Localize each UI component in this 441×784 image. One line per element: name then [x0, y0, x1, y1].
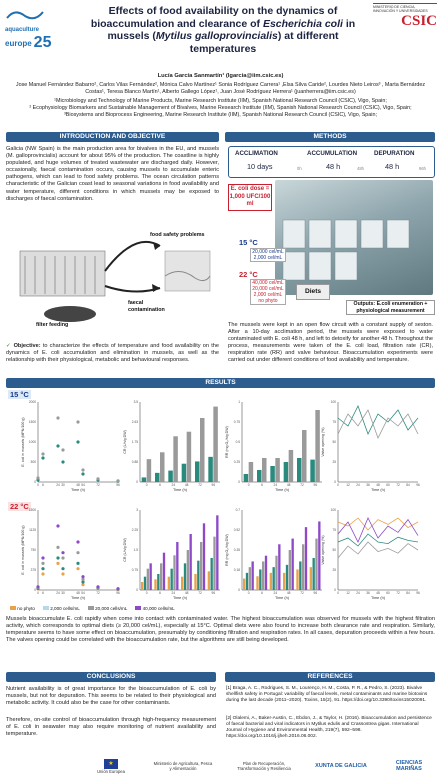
bar — [273, 567, 275, 590]
tick-label-x: 6 — [159, 591, 161, 595]
tick-label-y: 100 — [330, 400, 336, 404]
data-point — [61, 556, 64, 559]
axis-x-label: Time (h) — [371, 596, 385, 600]
data-point — [76, 420, 79, 423]
data-point — [81, 472, 84, 475]
data-point — [81, 575, 84, 578]
bar — [275, 458, 280, 482]
data-point — [61, 460, 64, 463]
wave-icon — [5, 8, 45, 22]
aquaculture-europe-logo — [5, 8, 69, 52]
data-point — [76, 540, 79, 543]
timeline-value-depuration: 48 h — [385, 162, 400, 171]
data-point — [96, 585, 99, 588]
tick-label-y: 25 — [332, 568, 336, 572]
csic-logo — [373, 3, 437, 30]
timeline-acclimation: ACCLIMATION — [235, 150, 278, 157]
tick-label-x: 48 — [76, 483, 80, 487]
bar — [305, 527, 307, 590]
ministry-text: MINISTERIO DE CIENCIA, INNOVACIÓN Y UNIVERSIDADES — [373, 3, 437, 13]
bar — [315, 410, 320, 482]
tick-label-x: 30 — [61, 483, 65, 487]
presenter: Lucía García Sanmartín¹ (lgarcia@iim.csic.es) — [157, 73, 284, 79]
tick-label-x: 24 — [356, 483, 360, 487]
tick-label-x: 0 — [247, 591, 250, 595]
tick-label-x: 48 — [184, 591, 189, 595]
tick-label-y: 25 — [332, 460, 336, 464]
tick-label-y: 0.25 — [233, 460, 240, 464]
tick-label-y: 0.35 — [233, 548, 240, 552]
tick-label-y: 1125 — [29, 528, 36, 532]
bar — [278, 544, 280, 590]
tick-label-x: 0 — [37, 483, 39, 487]
tick-label-y: 1000 — [28, 440, 36, 444]
bar — [283, 573, 285, 590]
tick-label-x: 6 — [42, 591, 44, 595]
timeline — [228, 146, 435, 178]
tick-label-x: 6 — [261, 591, 263, 595]
bar — [296, 569, 298, 590]
tick-label-x: 48 — [286, 591, 291, 595]
conclusions-text-2: Therefore, on-site control of bioaccumulation through high-frequency measurement of E. coli in seawater may also require monitoring of nutrient availability and temperature. — [6, 717, 216, 738]
tick-label-y: 2.25 — [131, 528, 138, 532]
results-temp-22: 22 °C — [10, 502, 29, 511]
axis-x-label: Time (h) — [275, 488, 289, 492]
tick-label-y: 50 — [332, 440, 336, 444]
bar — [208, 571, 210, 590]
tick-label-x: 48 — [76, 591, 80, 595]
axis-x-label: Time (h) — [275, 596, 289, 600]
tick-label-x: 0 — [337, 591, 339, 595]
data-point — [61, 551, 64, 554]
bar — [270, 466, 275, 482]
data-point — [116, 587, 119, 590]
bar — [292, 539, 294, 590]
affiliation-3: ³Biosystems and Bioprocess Engineering, Marine Research Institute (IIM), Spanish National Research Council (CSIC), Vigo, Spain; — [64, 112, 377, 118]
tick-label-x: 84 — [406, 591, 410, 595]
tick-label-x: 24 — [56, 591, 60, 595]
tick-label-y: 0.52 — [233, 528, 240, 532]
axis-y-label: E. coli in mussels (MPN/100 g) — [21, 525, 25, 575]
bar — [141, 582, 143, 590]
bar — [155, 473, 160, 482]
bar — [249, 462, 254, 482]
axis-x-label: Time (h) — [173, 488, 187, 492]
tick-label-y: 1500 — [28, 420, 36, 424]
tick-label-x: 72 — [396, 483, 400, 487]
axis-x-label: Time (h) — [71, 596, 85, 600]
label-food-safety: food safety problems — [150, 232, 205, 238]
bar — [187, 550, 189, 590]
data-point — [41, 456, 44, 459]
methods-text: The mussels were kept in an open flow circuit with a constant supply of seston. After a 10-day acclimation period, the mussels were exposed to water contaminated with E. coli 48 h, and left to detoxify for another 48 h. Throughout the process, measurements were taken of the E. coli load, filtration rate (CR), respiration rate (RR) and valve behaviour. Bioaccumulation experiments were carried out under different conditions of food availability and temperature. — [228, 322, 433, 364]
series-line — [338, 518, 418, 530]
series-line — [338, 406, 418, 434]
coastline-illustration — [165, 251, 210, 291]
tick-label-x: 72 — [96, 483, 100, 487]
footer-logo-eu: ★ Unión Europea — [97, 760, 125, 774]
bar — [144, 577, 146, 590]
tick-label-x: 36 — [366, 591, 370, 595]
footer-logos — [85, 752, 435, 780]
data-point — [41, 562, 44, 565]
bar — [157, 574, 159, 590]
tick-label-x: 12 — [346, 483, 350, 487]
bar — [286, 565, 288, 590]
tick-label-y: 0 — [238, 588, 240, 592]
tick-label-x: 96 — [416, 591, 420, 595]
tick-label-x: 0 — [145, 483, 148, 487]
data-point — [36, 585, 39, 588]
data-point — [56, 444, 59, 447]
tick-label-x: 96 — [211, 591, 216, 595]
data-point — [76, 551, 79, 554]
axis-y-label: CR (L/h/g DW) — [123, 538, 127, 562]
diets-label: Diets — [296, 284, 330, 300]
bar — [195, 461, 200, 482]
affiliation-1: ¹Microbiology and Technology of Marine Products, Marine Research Institute (IIM), Spanish National Research Council (CSIC), Vigo, Spain; — [54, 98, 387, 104]
tick-label-x: 24 — [171, 483, 176, 487]
axis-y-label: RR (mg O₂/h/g DW) — [225, 534, 229, 566]
tick-label-y: 0 — [334, 480, 336, 484]
tick-label-x: 24 — [273, 483, 278, 487]
data-point — [61, 572, 64, 575]
bar — [265, 556, 267, 590]
logo-left-line1: aquaculture — [5, 27, 40, 33]
data-point — [61, 567, 64, 570]
bar — [168, 471, 173, 482]
tank-photo — [275, 180, 433, 295]
bar — [208, 457, 213, 482]
tick-label-y: 375 — [30, 568, 36, 572]
bar — [259, 569, 261, 590]
tick-label-x: 6 — [159, 483, 161, 487]
tick-label-x: 48 — [376, 483, 380, 487]
axis-y-label: Valve opening (%) — [321, 427, 325, 457]
bar — [315, 539, 317, 590]
bar — [176, 542, 178, 590]
bar — [275, 556, 277, 590]
bar — [160, 452, 165, 482]
conclusions-heading: CONCLUSIONS — [6, 672, 216, 682]
tick-label-x: 72 — [198, 483, 202, 487]
tick-label-y: 0 — [238, 480, 240, 484]
tick-label-x: 24 — [356, 591, 360, 595]
tick-label-x: 72 — [96, 591, 100, 595]
methods-temp-22: 22 °C — [239, 270, 258, 279]
legend-item-20000: 20,000 cells/mL — [88, 606, 127, 611]
tick-label-y: 0.5 — [235, 440, 240, 444]
intro-text: Galicia (NW Spain) is the main production area for bivalves in the EU, and mussels (M. galloprovincialis) account for about 95% of the production. The coastline is highly populated, and huge volumes of treated wastewater are discharged daily. However, occasionally, faecal contamination occurs, causing mussels to accumulate enteric pathogens, which can lead to food safety problems. The ocean circulation patterns characteristic of the Galician coast lead to seasonal variations in food availability and water temperature, different conditions in which mussels may be exposed to discharges of faecal contamination. — [6, 146, 219, 202]
series-line — [338, 542, 418, 558]
affiliation-2: ² Ecophysiology Biomarkers and Sustainable Management of Bivalves, Marine Research Institute (IIM), Spanish National Research Council (CSIC), Vigo, Spain; — [29, 105, 412, 111]
bar — [256, 576, 258, 590]
tick-label-x: 24 — [56, 483, 60, 487]
bar — [310, 567, 312, 590]
outputs-label: Outputs: E.coli enumeration + physiological measurement — [346, 300, 435, 315]
data-point — [76, 440, 79, 443]
results-legend — [10, 606, 175, 611]
bar — [147, 569, 149, 590]
mussel-raft-illustration — [10, 226, 215, 336]
tick-label-y: 0.7 — [235, 508, 240, 512]
bar — [190, 534, 192, 590]
tick-label-y: 75 — [332, 528, 336, 532]
bar — [216, 515, 218, 590]
timeline-accumulation: ACCUMULATION — [307, 150, 358, 157]
tick-label-x: 96 — [313, 483, 318, 487]
csic-text: CSIC — [401, 13, 437, 29]
tick-label-x: 6 — [42, 483, 44, 487]
legend-item-2000: 2,000 cells/mL — [43, 606, 80, 611]
bar — [252, 561, 254, 590]
bar — [302, 430, 307, 482]
bar — [211, 558, 213, 590]
bar — [187, 432, 192, 482]
intro-heading: INTRODUCTION AND OBJECTIVE — [6, 132, 219, 142]
arrow-contamination — [105, 286, 160, 292]
data-point — [56, 556, 59, 559]
axis-y-label: Valve opening (%) — [321, 535, 325, 565]
data-point — [56, 562, 59, 565]
bar — [173, 436, 178, 482]
axis-y-label: CR (L/h/g DW) — [123, 430, 127, 454]
tick-label-x: 54 — [81, 591, 85, 595]
tick-label-y: 0 — [34, 480, 36, 484]
poster-title: Effects of food availability on the dynamics of bioaccumulation and clearance of Escherichia coli in mussels (Mytilus galloprovincialis) at different temperatures — [90, 5, 356, 55]
bar — [182, 464, 187, 482]
methods-temp-15: 15 °C — [239, 238, 258, 247]
tick-label-y: 0 — [136, 588, 138, 592]
series-line — [338, 534, 418, 546]
data-point — [41, 572, 44, 575]
data-point — [96, 477, 99, 480]
arrow-food-safety — [105, 242, 160, 271]
data-point — [76, 562, 79, 565]
bar — [313, 558, 315, 590]
bar — [197, 561, 199, 590]
timeline-tick-0: 0h — [297, 166, 302, 171]
conclusions-text-1: Nutrient availability is of great importance for the bioaccumulation of E. coli by mussels, but not for depuration. This seems to be related to their physiological and metabolic activity. It could also be the case for other contaminants. — [6, 686, 216, 707]
tick-label-y: 0 — [334, 588, 336, 592]
tick-label-x: 0 — [337, 483, 339, 487]
bar — [270, 573, 272, 590]
tick-label-x: 96 — [116, 591, 120, 595]
data-point — [41, 556, 44, 559]
timeline-depuration: DEPURATION — [374, 150, 415, 157]
tick-label-y: 3 — [136, 508, 138, 512]
footer-logo-ministerio: Ministerio de Agricultura, Pesca y Alimentación — [153, 761, 213, 771]
bar — [289, 550, 291, 590]
tick-label-x: 48 — [376, 591, 380, 595]
bar — [184, 563, 186, 590]
bar — [297, 458, 302, 482]
timeline-value-acclimation: 10 days — [247, 162, 273, 171]
timeline-tick-48: 48h — [357, 166, 364, 171]
axis-x-label: Time (h) — [371, 488, 385, 492]
bar — [246, 573, 248, 590]
ecoli-dose-box: E. coli dose = 1,000 UFC/100 ml — [228, 184, 272, 211]
tick-label-x: 36 — [366, 483, 370, 487]
bar — [203, 523, 205, 590]
tick-label-y: 750 — [30, 548, 36, 552]
tick-label-x: 24 — [273, 591, 278, 595]
tick-label-y: 2.63 — [131, 420, 138, 424]
results-text: Mussels bioaccumulate E. coli rapidly when come into contact with contaminated water. The highest bioaccumulation was observed for mussels with the highest filtration activity, which corresponds to optimal diets (≥ 20,000 cel/mL), especially at 15°C. Optimal diets were also found to increase both clearance rate and respiration. Similarly, temperature seems to have some effect on bioaccumulation, presumably by conditioning filtration and respiration rates. In all cases, depuration proceeds within a few hours. The valves opening could be correlated with the bioaccumulation rate, but the algorithms are still being developed. — [6, 616, 435, 644]
results-temp-15: 15 °C — [10, 390, 29, 399]
tick-label-y: 3.5 — [133, 400, 138, 404]
tick-label-y: 2000 — [28, 400, 36, 404]
tick-label-x: 30 — [61, 591, 65, 595]
label-faecal-contamination: faecal contamination — [128, 300, 165, 313]
tick-label-y: 75 — [332, 420, 336, 424]
reference-1: [1] Braga, A. C., Rodrigues, S. M., Lourenço, H. M., Costa, P. R., & Pedro, S. (2023). Bivalve shellfish safety in Portugal: variability of faecal levels, metal contaminants and marine biotoxins during the last decade (2011–2020). Toxins, 15(2), 91. https://doi.org/10.3390/toxins15020091. — [226, 686, 428, 703]
bar — [171, 569, 173, 590]
tick-label-x: 96 — [116, 483, 120, 487]
label-filter-feeding: filter feeding — [36, 322, 69, 328]
tick-label-y: 1.5 — [133, 548, 138, 552]
timeline-tick-96: 96h — [419, 166, 426, 171]
bar — [142, 477, 147, 482]
tick-label-y: 1 — [238, 400, 240, 404]
bar — [168, 577, 170, 590]
bar — [262, 458, 267, 482]
bar — [194, 574, 196, 590]
tick-label-x: 72 — [198, 591, 202, 595]
tick-label-y: 0.75 — [233, 420, 240, 424]
bar — [244, 474, 249, 482]
tick-label-x: 6 — [261, 483, 263, 487]
results-heading: RESULTS — [6, 378, 435, 388]
tick-label-x: 48 — [184, 483, 189, 487]
bar — [200, 418, 205, 482]
reference-2: [2] Olalemi, A., Baker-Austin, C., Ebdon, J., & Taylor, H. (2016). Bioaccumulation and persistence of faecal bacterial and viral indicators in Mytilus edulis and Crassostrea gigas. International Journal of Hygiene and Environmental Health, 219(7), 592–598. https://doi.org/10.1016/j.ijheh.2016.06.002. — [226, 716, 432, 739]
data-point — [56, 524, 59, 527]
bar — [163, 553, 165, 590]
tick-label-x: 24 — [171, 591, 176, 595]
tick-label-x: 72 — [300, 483, 304, 487]
bar — [160, 563, 162, 590]
footer-logo-xunta: XUNTA DE GALICIA — [315, 763, 367, 769]
bar — [154, 579, 156, 590]
tick-label-x: 72 — [396, 591, 400, 595]
results-charts — [0, 390, 441, 610]
data-point — [36, 476, 39, 479]
tick-label-y: 1.75 — [131, 440, 138, 444]
mussel-icon — [44, 306, 96, 322]
tick-label-x: 72 — [300, 591, 304, 595]
tick-label-x: 96 — [211, 483, 216, 487]
tick-label-y: 0.88 — [131, 460, 138, 464]
series-line — [338, 518, 418, 542]
footer-logo-plan: Plan de Recuperación, Transformación y Resiliencia — [237, 761, 291, 771]
axis-x-label: Time (h) — [71, 488, 85, 492]
data-point — [116, 479, 119, 482]
tick-label-x: 54 — [81, 483, 85, 487]
data-point — [56, 546, 59, 549]
tick-label-x: 0 — [37, 591, 39, 595]
tick-label-x: 0 — [145, 591, 148, 595]
tick-label-x: 84 — [406, 483, 410, 487]
author-list: Jose Manuel Fernández Babarro², Carlos Vilas Fernández², Mónica Calvo Martínez¹ Sonia Rodríguez Carrera¹ ,Elsa Silva Caride², Lourdes Nieto Leiros³ , Marta Bernárdez Costas¹, Teresa Blanco Martín¹, Alberto Gallego López¹, Juan José Rodríguez Herrera¹ (juanherrera@iim.csic.es) — [15, 82, 426, 95]
data-point — [81, 468, 84, 471]
conc-box-22: 40,000 cel/mL 20,000 cel/mL 2,000 cel/mL no phyto — [250, 279, 286, 305]
tick-label-y: 1500 — [28, 508, 36, 512]
tick-label-x: 48 — [286, 483, 291, 487]
axis-x-label: Time (h) — [173, 596, 187, 600]
bar — [262, 561, 264, 590]
tick-label-y: 0 — [136, 480, 138, 484]
bar — [257, 470, 262, 482]
data-point — [56, 416, 59, 419]
timeline-value-accumulation: 48 h — [326, 162, 341, 171]
bar — [147, 459, 152, 482]
bar — [310, 460, 315, 482]
bar — [284, 462, 289, 482]
bar — [150, 563, 152, 590]
bar — [249, 567, 251, 590]
axis-y-label: RR (mg O₂/h/g DW) — [225, 426, 229, 458]
tick-label-x: 60 — [386, 483, 390, 487]
logo-left-number: 25 — [33, 34, 52, 51]
bar — [289, 450, 294, 482]
tick-label-y: 0 — [34, 588, 36, 592]
references-heading: REFERENCES — [225, 672, 435, 682]
objective-text: ✓ Objective: to characterize the effects of temperature and food availability on the dynamics of E. coli accumulation and elimination in mussels, as well as the relationship with their physiological, metabolic and behavioural responses. — [6, 343, 220, 364]
tick-label-x: 0 — [247, 483, 250, 487]
tick-label-y: 0.18 — [233, 568, 240, 572]
tick-label-y: 100 — [330, 508, 336, 512]
bar — [213, 407, 218, 482]
tick-label-x: 96 — [313, 591, 318, 595]
footer-logo-marinas: CIENCIAS MARIÑAS — [395, 760, 423, 772]
tick-label-x: 96 — [416, 483, 420, 487]
bar — [302, 544, 304, 590]
data-point — [41, 567, 44, 570]
bar — [243, 579, 245, 590]
bar — [299, 561, 301, 590]
tick-label-y: 0.75 — [131, 568, 138, 572]
bar — [173, 555, 175, 590]
tick-label-y: 500 — [30, 460, 36, 464]
bar — [213, 537, 215, 590]
bar — [181, 577, 183, 590]
tick-label-x: 60 — [386, 591, 390, 595]
data-point — [76, 567, 79, 570]
legend-item-no-phyto: no phyto — [10, 606, 35, 611]
conc-box-15: 20,000 cel/mL 2,000 cel/mL — [250, 248, 286, 262]
logo-left-line2: europe — [5, 38, 32, 48]
legend-item-40000: 40,000 cells/mL — [135, 606, 174, 611]
tick-label-x: 12 — [346, 591, 350, 595]
methods-heading: METHODS — [225, 132, 435, 142]
data-point — [61, 448, 64, 451]
bar — [200, 542, 202, 590]
tick-label-y: 50 — [332, 548, 336, 552]
axis-y-label: E. coli in mussels (MPN/100 g) — [21, 417, 25, 467]
data-point — [41, 452, 44, 455]
